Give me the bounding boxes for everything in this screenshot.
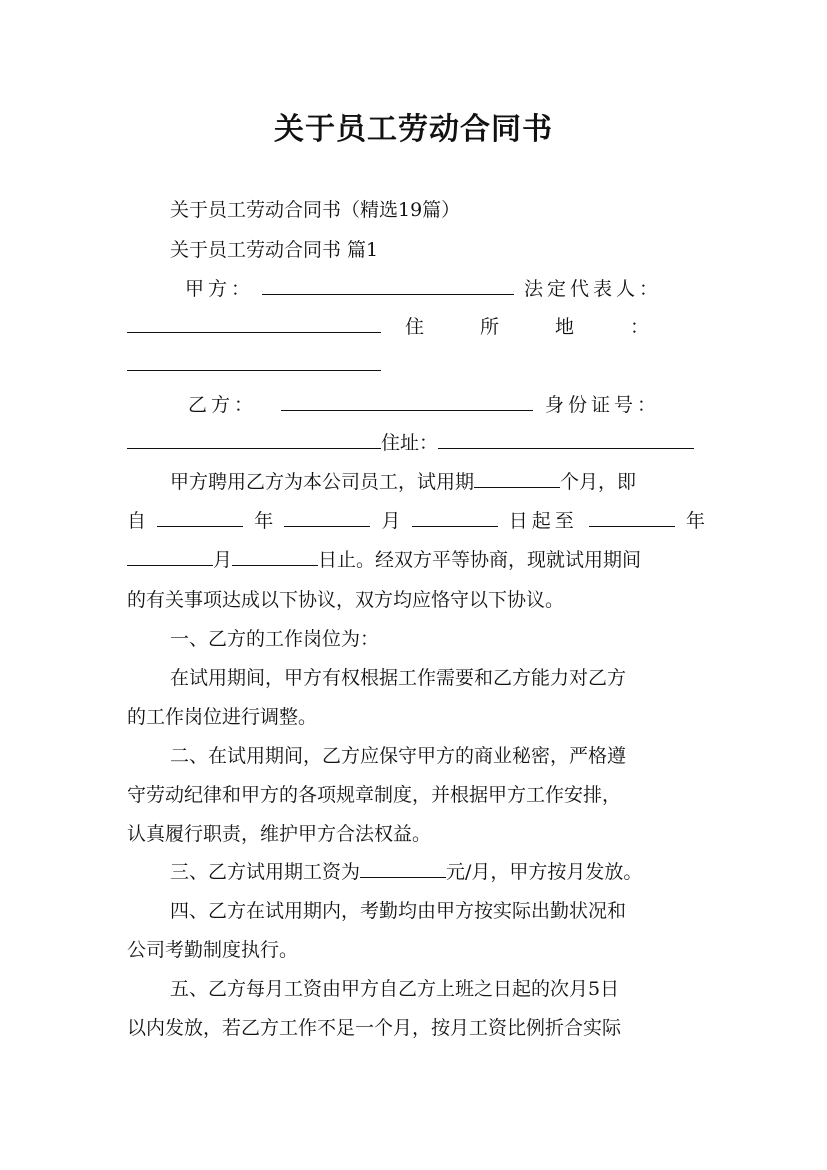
party-b-line (188, 390, 693, 420)
item-5-line-2: 以内发放，若乙方工作不足一个月，按月工资比例折合实际 (127, 1017, 622, 1039)
party-b-blank (281, 390, 533, 411)
document-title: 关于员工劳动合同书 (274, 112, 553, 147)
party-b-label: 乙方： (188, 394, 258, 416)
party-a-label: 甲方： (185, 278, 255, 300)
term-line-4: 的有关事项达成以下协议，双方均应恪守以下协议。 (127, 589, 565, 611)
start-month-blank (284, 506, 370, 527)
legal-rep-blank (127, 312, 381, 333)
item-3-line: 三、乙方试用期工资为 元/月，甲方按月发放。 (170, 857, 705, 887)
section-heading: 关于员工劳动合同书 篇1 (170, 239, 379, 261)
item-1-line-1: 在试用期间，甲方有权根据工作需要和乙方能力对乙方 (170, 667, 627, 689)
end-month-blank (127, 545, 213, 566)
term-line-1: 甲方聘用乙方为本公司员工，试用期 个月，即 (170, 467, 705, 497)
end-year-blank (589, 506, 675, 527)
subtitle: 关于员工劳动合同书（精选19篇） (170, 199, 461, 221)
id-number-blank (127, 428, 381, 449)
address-label-a: 住所地： (404, 316, 705, 338)
address-label-b: 住址： (381, 432, 439, 454)
id-number-label: 身份证号： (545, 394, 661, 416)
start-year-blank (157, 506, 243, 527)
item-2-line-1: 二、在试用期间，乙方应保守甲方的商业秘密，严格遵 (170, 745, 627, 767)
item-5-line-1: 五、乙方每月工资由甲方自乙方上班之日起的次月5日 (170, 978, 620, 1000)
end-day-blank (232, 545, 318, 566)
start-day-blank (412, 506, 498, 527)
item-1-heading: 一、乙方的工作岗位为： (170, 628, 380, 650)
legal-rep-label: 法定代表人： (524, 278, 663, 300)
item-4-line-2: 公司考勤制度执行。 (127, 939, 299, 961)
party-a-rep-line (127, 312, 705, 342)
probation-months-blank (474, 467, 560, 488)
item-2-line-3: 认真履行职责，维护甲方合法权益。 (127, 823, 432, 845)
term-line-3: 月 日止。经双方平等协商，现就试用期间 (127, 545, 705, 575)
address-blank-b (438, 428, 694, 449)
item-1-line-2: 的工作岗位进行调整。 (127, 706, 318, 728)
item-2-line-2: 守劳动纪律和甲方的各项规章制度，并根据甲方工作安排， (127, 784, 622, 806)
party-b-address-line (127, 428, 705, 458)
party-a-address-line (127, 350, 705, 380)
term-line-2: 自 年 月 日起至 年 (127, 506, 705, 536)
party-a-blank (262, 274, 514, 295)
item-4-line-1: 四、乙方在试用期内，考勤均由甲方按实际出勤状况和 (170, 900, 627, 922)
party-a-line (185, 274, 693, 304)
address-blank-a (127, 350, 381, 371)
salary-blank (360, 857, 446, 878)
